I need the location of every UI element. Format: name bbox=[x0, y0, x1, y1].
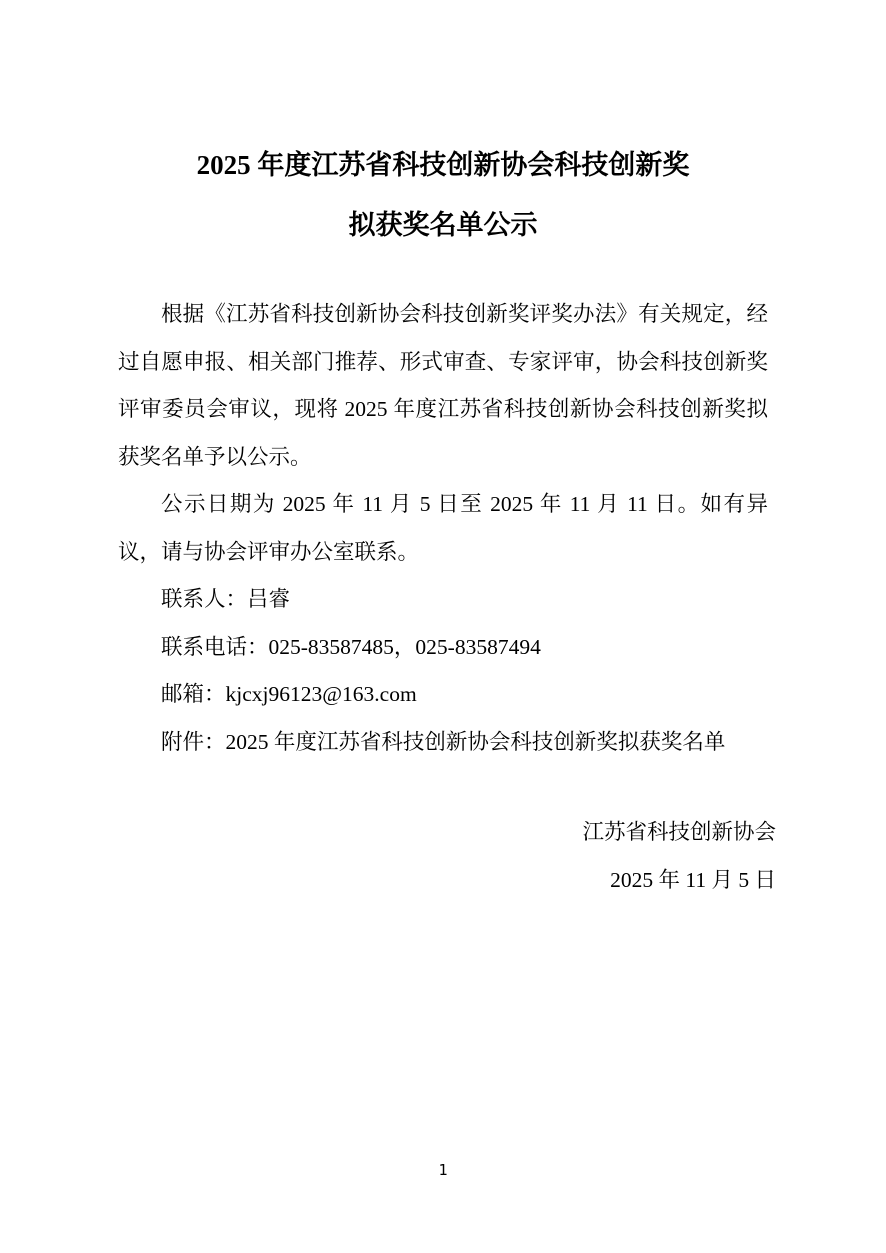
contact-phone-line: 联系电话：025-83587485，025-83587494 bbox=[161, 634, 541, 659]
document-title bbox=[0, 152, 886, 239]
contact-person-line: 联系人：吕睿 bbox=[161, 587, 291, 611]
signature-date: 2025 年 11 月 5 日 bbox=[610, 867, 776, 892]
signature-block bbox=[0, 809, 776, 904]
document-title-line2: 拟获奖名单公示 bbox=[348, 210, 538, 240]
paragraph-publicity-period: 公示日期为 2025 年 11 月 5 日至 2025 年 11 月 11 日。如有异议，请与协会评审办公室联系。 bbox=[118, 492, 768, 564]
contact-email-line: 邮箱：kjcxj96123@163.com bbox=[161, 682, 417, 706]
signature-organization: 江苏省科技创新协会 bbox=[582, 820, 776, 844]
document-title-line1: 2025 年度江苏省科技创新协会科技创新奖 bbox=[196, 150, 690, 180]
paragraph-basis: 根据《江苏省科技创新协会科技创新奖评奖办法》有关规定，经过自愿申报、相关部门推荐、形式审查、专家评审，协会科技创新奖评审委员会审议，现将 2025 年度江苏省科技创新协会科技创新奖拟获奖名单予以公示。 bbox=[118, 302, 768, 469]
page-number: 1 bbox=[438, 1161, 448, 1179]
document-body bbox=[118, 291, 768, 766]
attachment-line: 附件：2025 年度江苏省科技创新协会科技创新奖拟获奖名单 bbox=[161, 729, 726, 754]
